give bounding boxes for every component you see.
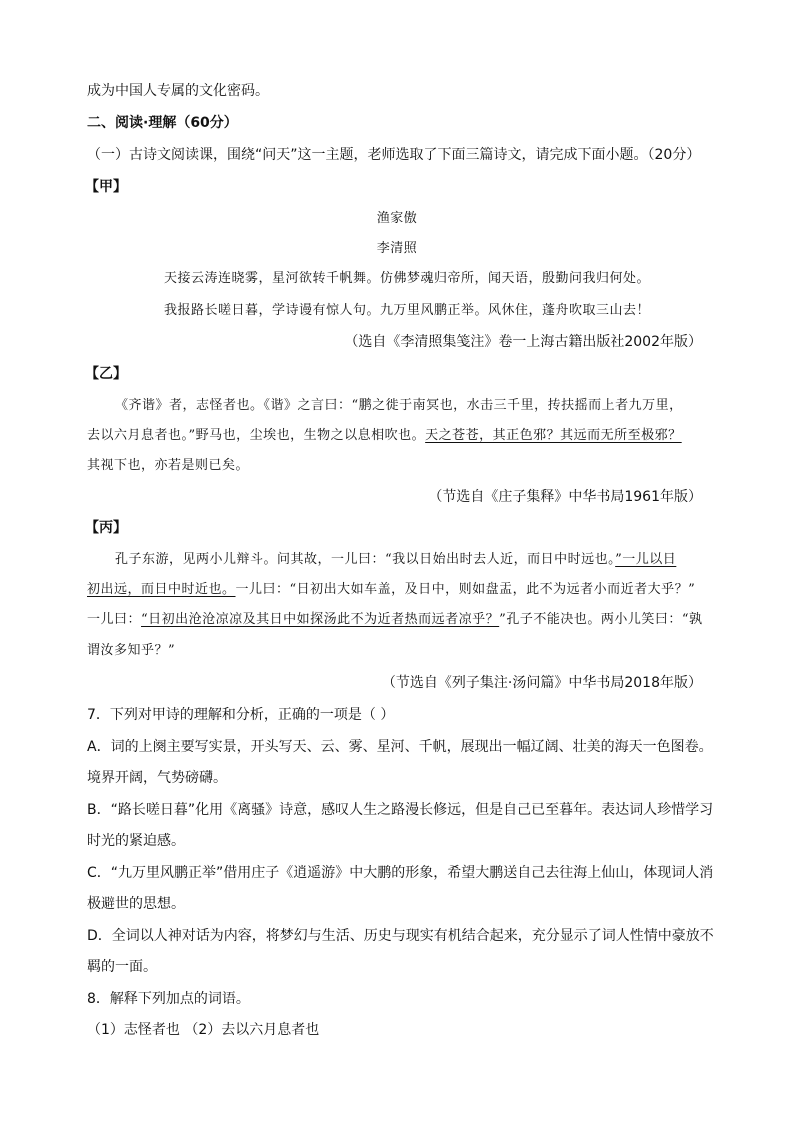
yi-line-1: 《齐谐》者，志怪者也。《谐》之言曰：“鹏之徙于南冥也，水击三千里，抟扶摇而上者九万里， [115, 398, 683, 413]
q7-option-b-line-2: 时光的紧迫感。 [87, 833, 185, 849]
poem-line-2: 我报路长嗟日暮，学诗谩有惊人句。九万里风鹏正举。风休住，蓬舟吹取三山去！ [164, 303, 651, 318]
yi-underlined-question: 天之苍苍，其正色邪？其远而无所至极邪？ [425, 428, 682, 443]
yi-line-3: 其视下也，亦若是则已矣。 [87, 458, 250, 473]
bing-line-1 [115, 551, 676, 569]
q7-option-a-line-1: A．词的上阕主要写实景，开头写天、云、雾、星河、千帆，展现出一幅辽阔、壮美的海天一色图卷。 [87, 739, 713, 755]
q8-items: （1）志怪者也 （2）去以六月息者也 [87, 1022, 320, 1038]
previous-line: 成为中国人专属的文化密码。 [87, 83, 269, 99]
bing-line-4: 谓汝多知乎？” [87, 643, 176, 658]
jia-source: （选自《李清照集笺注》卷一上海古籍出版社2002年版） [344, 334, 702, 350]
q7-stem: 7．下列对甲诗的理解和分析，正确的一项是（ ） [87, 707, 395, 723]
yi-marker: 【乙】 [85, 366, 127, 382]
bing-marker: 【丙】 [85, 520, 127, 536]
q7-option-c-line-2: 极避世的思想。 [87, 896, 185, 912]
jia-marker: 【甲】 [85, 179, 127, 195]
q7-option-b-line-1: B．“路长嗟日暮”化用《离骚》诗意，感叹人生之路漫长修远，但是自己已至暮年。表达词人珍惜学习 [87, 802, 714, 818]
bing-source: （节选自《列子集注·汤问篇》中华书局2018年版） [381, 675, 702, 691]
q7-option-d-line-1: D．全词以人神对话为内容，将梦幻与生活、历史与现实有机结合起来，充分显示了词人性情中豪放不 [87, 928, 714, 944]
yi-line-2 [87, 427, 682, 445]
bing-line-2-text: 一儿曰：“日初出大如车盖，及日中，则如盘盂，此不为远者小而近者大乎？” [235, 582, 696, 597]
section-heading: 二、阅读·理解（60分） [87, 115, 238, 131]
bing-line-3 [87, 611, 702, 629]
bing-line-3-pre: 一儿曰： [87, 612, 142, 627]
part-intro: （一）古诗文阅读课，围绕“问天”这一主题，老师选取了下面三篇诗文，请完成下面小题。（20分） [87, 147, 701, 163]
yi-source: （节选自《庄子集释》中华书局1961年版） [428, 489, 702, 505]
q7-option-a-line-2: 境界开阔，气势磅礴。 [87, 770, 227, 786]
q7-option-d-line-2: 羁的一面。 [87, 959, 157, 975]
q7-option-c-line-1: C．“九万里风鹏正举”借用庄子《逍遥游》中大鹏的形象，希望大鹏送自己去往海上仙山，体现词人消 [87, 865, 714, 881]
bing-line-1-text: 孔子东游，见两小儿辩斗。问其故，一儿曰：“我以日始出时去人近，而日中时远也。 [115, 552, 616, 567]
bing-underlined-1b: 初出远，而日中时近也。 [87, 582, 236, 597]
bing-line-2 [87, 581, 695, 599]
poem-title: 渔家傲 [376, 211, 418, 226]
poem-line-1: 天接云涛连晓雾，星河欲转千帆舞。仿佛梦魂归帝所，闻天语，殷勤问我归何处。 [164, 271, 651, 286]
q8-stem: 8．解释下列加点的词语。 [87, 991, 250, 1007]
bing-underlined-1a: ”一儿以日 [615, 552, 677, 567]
bing-underlined-2: “日初出沧沧凉凉及其日中如探汤此不为近者热而远者凉乎？ [141, 612, 500, 627]
bing-line-3-post: ”孔子不能决也。两小儿笑曰：“孰 [499, 612, 703, 627]
poem-author: 李清照 [376, 241, 418, 256]
yi-line-2-text: 去以六月息者也。”野马也，尘埃也，生物之以息相吹也。 [87, 428, 426, 443]
